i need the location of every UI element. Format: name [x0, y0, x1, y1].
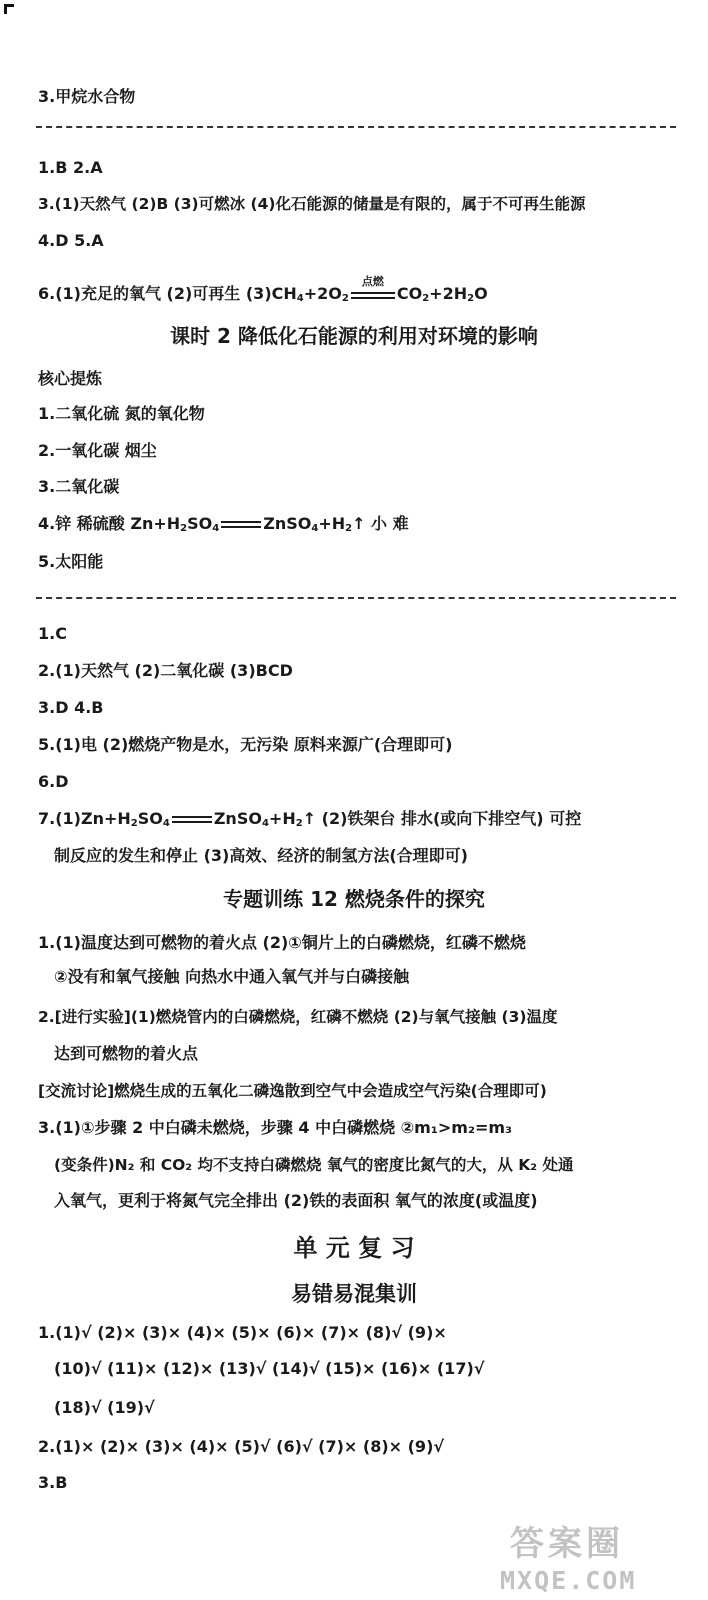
text-run: +H [318, 514, 346, 533]
bar [172, 816, 212, 818]
corner-mark [4, 4, 14, 14]
answer-line: 5.(1)电 (2)燃烧产物是水，无污染 原料来源广(合理即可) [38, 735, 453, 754]
answer-line: 4.D 5.A [38, 231, 104, 250]
text-run: ZnSO [213, 809, 262, 828]
dashed-divider [36, 126, 676, 128]
text-run: +H [268, 809, 296, 828]
subsection-label: 核心提炼 [38, 369, 103, 388]
answer-line: 1.(1)√ (2)× (3)× (4)× (5)× (6)× (7)× (8)√ (9)× [38, 1323, 447, 1342]
subscript: 4 [311, 523, 319, 534]
equals-sign [221, 520, 261, 530]
dashed-divider [36, 597, 676, 599]
text-run: CO [396, 284, 423, 303]
bar [351, 292, 395, 294]
answer-line: 6.D [38, 772, 69, 791]
subscript: 2 [180, 523, 188, 534]
site-watermark [500, 1525, 700, 1597]
subscript: 4 [212, 523, 220, 534]
answer-line: 3.二氧化碳 [38, 477, 120, 496]
subscript: 2 [467, 293, 475, 304]
answer-line: 2.[进行实验](1)燃烧管内的白磷燃烧，红磷不燃烧 (2)与氧气接触 (3)温度 [38, 1008, 558, 1026]
answer-line: (18)√ (19)√ [54, 1398, 155, 1417]
answer-line: 3.(1)天然气 (2)B (3)可燃冰 (4)化石能源的储量是有限的，属于不可再生能源 [38, 195, 586, 213]
section-heading: 专题训练 12 燃烧条件的探究 [223, 887, 485, 911]
answer-line: 制反应的发生和停止 (3)高效、经济的制氢方法(合理即可) [54, 846, 468, 865]
text-run: 6.(1)充足的氧气 (2)可再生 (3)CH [38, 284, 297, 303]
text-run: 4.锌 稀硫酸 Zn+H [38, 514, 181, 533]
answer-line: 3.B [38, 1473, 68, 1492]
reaction-condition: 点燃 [361, 274, 384, 288]
text-run: ↑ (2)铁架台 排水(或向下排空气) 可控 [302, 809, 582, 828]
answer-line-equation [38, 808, 581, 835]
answer-line: (变条件)N₂ 和 CO₂ 均不支持白磷燃烧 氧气的密度比氮气的大，从 K₂ 处通 [54, 1156, 574, 1174]
subscript: 2 [345, 523, 353, 534]
answer-line: 3.甲烷水合物 [38, 87, 136, 106]
answer-line: 2.(1)天然气 (2)二氧化碳 (3)BCD [38, 661, 293, 680]
subsection-heading: 易错易混集训 [291, 1282, 417, 1306]
answer-line: 2.(1)× (2)× (3)× (4)× (5)√ (6)√ (7)× (8)× (9)√ [38, 1437, 445, 1456]
text-run: ↑ 小 难 [352, 514, 409, 533]
subscript: 2 [130, 818, 138, 829]
bar [221, 521, 261, 523]
text-run: SO [137, 809, 163, 828]
text-run: 7.(1)Zn+H [38, 809, 131, 828]
answer-line: 1.(1)温度达到可燃物的着火点 (2)①铜片上的白磷燃烧，红磷不燃烧 [38, 933, 526, 952]
answer-line: 3.D 4.B [38, 698, 104, 717]
subscript: 2 [341, 293, 349, 304]
answer-line: [交流讨论]燃烧生成的五氧化二磷逸散到空气中会造成空气污染(合理即可) [38, 1082, 547, 1100]
answer-line: 3.(1)①步骤 2 中白磷未燃烧，步骤 4 中白磷燃烧 ②m₁>m₂=m₃ [38, 1118, 513, 1137]
bar [351, 297, 395, 299]
equals-sign [172, 815, 212, 825]
text-run: +2H [429, 284, 468, 303]
subscript: 2 [422, 293, 430, 304]
answer-line: 1.二氧化硫 氮的氧化物 [38, 404, 205, 423]
answer-line: 1.B 2.A [38, 158, 103, 177]
text-run: ZnSO [263, 514, 312, 533]
answer-line: 达到可燃物的着火点 [54, 1044, 199, 1063]
bar [172, 821, 212, 823]
answer-line: 2.一氧化碳 烟尘 [38, 441, 157, 460]
answer-line: 1.C [38, 624, 67, 643]
subscript: 4 [261, 818, 269, 829]
answer-line-equation [38, 513, 409, 540]
watermark-logo-text: 答案圈 [510, 1524, 624, 1564]
answer-line: (10)√ (11)× (12)× (13)√ (14)√ (15)× (16)× (17)√ [54, 1359, 485, 1378]
bar [221, 526, 261, 528]
subscript: 4 [296, 293, 304, 304]
answer-line-equation [38, 274, 488, 310]
answer-line: 入氧气，更利于将氮气完全排出 (2)铁的表面积 氧气的浓度(或温度) [54, 1191, 538, 1210]
unit-heading: 单 元 复 习 [293, 1234, 415, 1262]
answer-line: 5.太阳能 [38, 552, 104, 571]
section-heading: 课时 2 降低化石能源的利用对环境的影响 [170, 324, 538, 348]
text-run: O [474, 284, 488, 303]
text-run: SO [187, 514, 213, 533]
subscript: 2 [295, 818, 303, 829]
equals-sign-with-condition [351, 274, 395, 302]
text-run: +2O [303, 284, 342, 303]
watermark-url: MXQE.COM [500, 1566, 637, 1595]
subscript: 4 [162, 818, 170, 829]
answer-line: ②没有和氧气接触 向热水中通入氧气并与白磷接触 [54, 967, 410, 986]
